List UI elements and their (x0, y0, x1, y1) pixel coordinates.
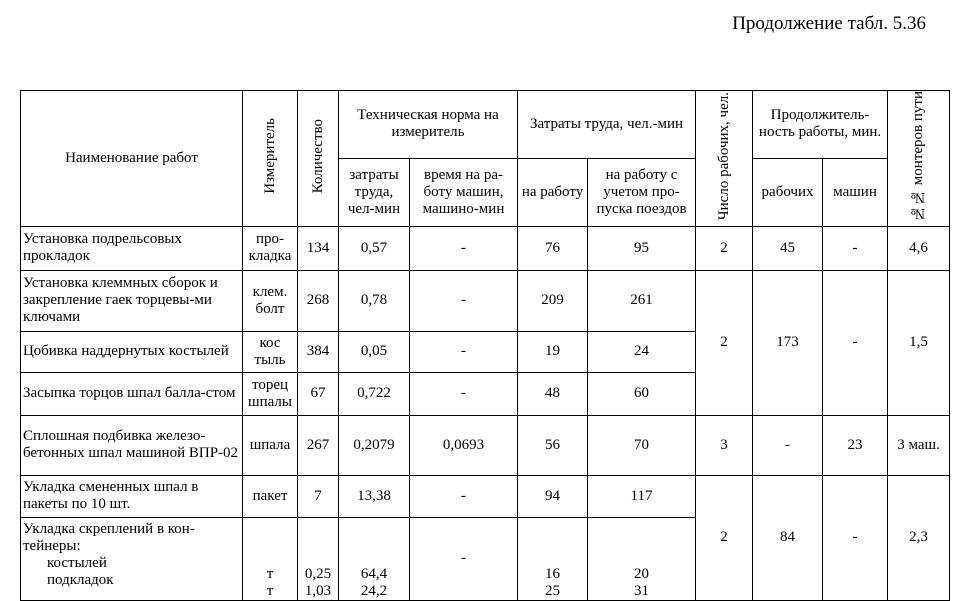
meter-cell: кос тыль (243, 331, 298, 372)
dur-workers-cell: 84 (753, 475, 823, 600)
fitters-cell: 4,6 (888, 226, 950, 270)
machine-norm-cell: - (410, 475, 518, 517)
qty-cell (298, 517, 339, 600)
labor-norm-cell: 13,38 (339, 475, 410, 517)
header-qty: Количество (298, 91, 339, 227)
meter-cell: пакет (243, 475, 298, 517)
labor-trains-cell: 70 (588, 415, 696, 475)
fitters-cell: 1,5 (888, 270, 950, 415)
table-row (21, 475, 950, 517)
fitters-cell: 2,3 (888, 475, 950, 600)
work-name: Установка подрельсовых прокладок (21, 226, 243, 270)
work-name: Укладка смененных шпал в пакеты по 10 шт. (21, 475, 243, 517)
machine-norm-cell: - (410, 372, 518, 415)
table-row (21, 226, 950, 270)
qty-cell: 384 (298, 331, 339, 372)
workers-count-cell: 3 (696, 415, 753, 475)
workers-count-cell: 2 (696, 226, 753, 270)
labor-work-cell (518, 517, 588, 600)
table-row (21, 415, 950, 475)
header-duration: Продолжитель-ность работы, мин. (753, 91, 888, 159)
meter-cell: клем. болт (243, 270, 298, 331)
machine-norm-cell: - (410, 270, 518, 331)
labor-norm-cell: 0,05 (339, 331, 410, 372)
labor-work-cell: 19 (518, 331, 588, 372)
header-tech-norm: Техническая норма на измеритель (339, 91, 518, 159)
qty-sub: 0,25 (304, 565, 332, 582)
labor-work-cell: 48 (518, 372, 588, 415)
labor-norm-cell: 0,57 (339, 226, 410, 270)
machine-norm-cell: - (410, 517, 518, 600)
labor-norm-cell: 0,78 (339, 270, 410, 331)
labor-trains-cell: 24 (588, 331, 696, 372)
header-dur-machines: машин (823, 158, 888, 226)
qty-cell: 67 (298, 372, 339, 415)
qty-cell: 134 (298, 226, 339, 270)
dur-machines-cell: - (823, 475, 888, 600)
labor-trains-cell (588, 517, 696, 600)
work-name-main: Укладка скреплений в кон-тейнеры: (23, 520, 195, 554)
meter-cell (243, 517, 298, 600)
header-name: Наименование работ (21, 91, 243, 227)
work-subitem: подкладок (47, 571, 114, 588)
meter-sub: т (266, 565, 274, 582)
work-name: Сплошная подбивка железо-бетонных шпал машиной ВПР-02 (21, 415, 243, 475)
dur-machines-cell: - (823, 270, 888, 415)
header-workers-count: Число рабочих, чел. (696, 91, 753, 227)
labor-norm-cell (339, 517, 410, 600)
work-name: Засыпка торцов шпал балла-стом (21, 372, 243, 415)
machine-norm-cell: - (410, 331, 518, 372)
dur-workers-cell: 173 (753, 270, 823, 415)
labor-trains-cell: 95 (588, 226, 696, 270)
work-name (21, 517, 243, 600)
header-labor-costs: Затраты труда, чел.-мин (518, 91, 696, 159)
labor-norm-cell: 0,2079 (339, 415, 410, 475)
qty-sub: 1,03 (304, 582, 332, 599)
header-dur-workers: рабочих (753, 158, 823, 226)
labor-work-sub: 16 (545, 565, 561, 582)
header-labor-work: на работу (518, 158, 588, 226)
work-name: Цобивка наддернутых костылей (21, 331, 243, 372)
table-caption: Продолжение табл. 5.36 (732, 13, 926, 34)
qty-cell: 268 (298, 270, 339, 331)
work-subitem: костылей (47, 554, 107, 571)
header-tech-machine: время на ра-боту машин, машино-мин (410, 158, 518, 226)
labor-trains-cell: 261 (588, 270, 696, 331)
qty-cell: 267 (298, 415, 339, 475)
workers-count-cell: 2 (696, 475, 753, 600)
labor-trains-sub: 31 (634, 582, 650, 599)
labor-work-cell: 209 (518, 270, 588, 331)
labor-trains-cell: 60 (588, 372, 696, 415)
labor-trains-sub: 20 (634, 565, 650, 582)
header-meter: Измеритель (243, 91, 298, 227)
dur-machines-cell: - (823, 226, 888, 270)
meter-cell: шпала (243, 415, 298, 475)
labor-norm-sub: 24,2 (360, 582, 388, 599)
work-name: Установка клеммных сборок и закрепление гаек торцевы-ми ключами (21, 270, 243, 331)
header-tech-labor: затраты труда, чел-мин (339, 158, 410, 226)
labor-work-sub: 25 (545, 582, 561, 599)
labor-work-cell: 94 (518, 475, 588, 517)
work-schedule-table (20, 90, 950, 601)
header-fitters: №№ монтеров пути (888, 91, 950, 227)
dur-workers-cell: 45 (753, 226, 823, 270)
dur-machines-cell: 23 (823, 415, 888, 475)
labor-norm-cell: 0,722 (339, 372, 410, 415)
meter-cell: торец шпалы (243, 372, 298, 415)
labor-trains-cell: 117 (588, 475, 696, 517)
labor-work-cell: 56 (518, 415, 588, 475)
meter-sub: т (266, 582, 274, 599)
workers-count-cell: 2 (696, 270, 753, 415)
meter-cell: про-кладка (243, 226, 298, 270)
machine-norm-cell: 0,0693 (410, 415, 518, 475)
dur-workers-cell: - (753, 415, 823, 475)
fitters-cell: 3 маш. (888, 415, 950, 475)
header-labor-trains: на работу с учетом про-пуска поездов (588, 158, 696, 226)
machine-norm-cell: - (410, 226, 518, 270)
qty-cell: 7 (298, 475, 339, 517)
labor-work-cell: 76 (518, 226, 588, 270)
labor-norm-sub: 64,4 (360, 565, 388, 582)
table-row (21, 270, 950, 331)
